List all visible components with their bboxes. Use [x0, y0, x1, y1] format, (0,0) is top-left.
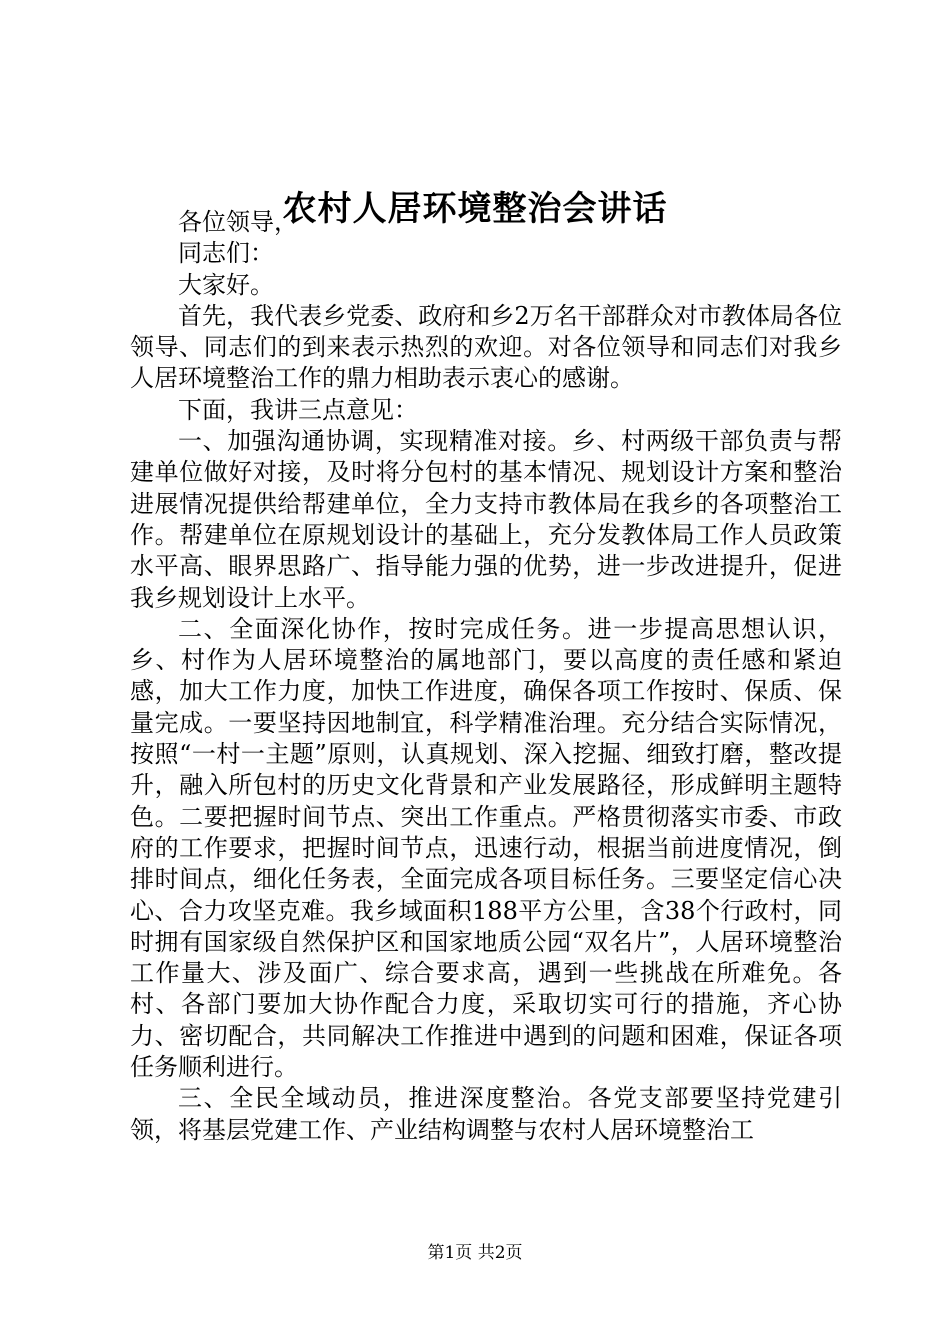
salutation-comrades: 同志们： — [178, 239, 274, 268]
page-number: 第1页 共2页 — [427, 1243, 523, 1263]
paragraph-point-1: 一、加强沟通协调，实现精准对接。乡、村两级干部负责与帮建单位做好对接，及时将分包村的基本情况、规划设计方案和整治进展情况提供给帮建单位，全力支持市教体局在我乡的各项整治工作。帮建单位在原规划设计的基础上，充分发教体局工作人员政策水平高、眼界思路广、指导能力强的优势，进一步改进提升，促进我乡规划设计上水平。 — [130, 427, 842, 612]
paragraph-point-2: 二、全面深化协作，按时完成任务。进一步提高思想认识，乡、村作为人居环境整治的属地部门，要以高度的责任感和紧迫感，加大工作力度，加快工作进度，确保各项工作按时、保质、保量完成。一要坚持因地制宜，科学精准治理。充分结合实际情况，按照“一村一主题”原则，认真规划、深入挖掘、细致打磨，整改提升，融入所包村的历史文化背景和产业发展路径，形成鲜明主题特色。二要把握时间节点、突出工作重点。严格贯彻落实市委、市政府的工作要求，把握时间节点，迅速行动，根据当前进度情况，倒排时间点，细化任务表，全面完成各项目标任务。三要坚定信心决心、合力攻坚克难。我乡域面积188平方公里，含38个行政村，同时拥有国家级自然保护区和国家地质公园“双名片”，人居环境整治工作量大、涉及面广、综合要求高，遇到一些挑战在所难免。各村、各部门要加大协作配合力度，采取切实可行的措施，齐心协力、密切配合，共同解决工作推进中遇到的问题和困难，保证各项任务顺利进行。 — [130, 614, 842, 1082]
paragraph-intro: 下面，我讲三点意见： — [178, 395, 418, 424]
paragraph-welcome: 首先，我代表乡党委、政府和乡2万名干部群众对市教体局各位领导、同志们的到来表示热烈的欢迎。对各位领导和同志们对我乡人居环境整治工作的鼎力相助表示衷心的感谢。 — [130, 301, 842, 393]
document-body — [130, 207, 842, 1146]
greeting: 大家好。 — [178, 270, 274, 299]
document-title: 农村人居环境整治会讲话 — [282, 189, 668, 229]
salutation-leaders: 各位领导， — [178, 208, 298, 236]
paragraph-point-3: 三、全民全域动员，推进深度整治。各党支部要坚持党建引领，将基层党建工作、产业结构调整与农村人居环境整治工 — [130, 1084, 842, 1144]
